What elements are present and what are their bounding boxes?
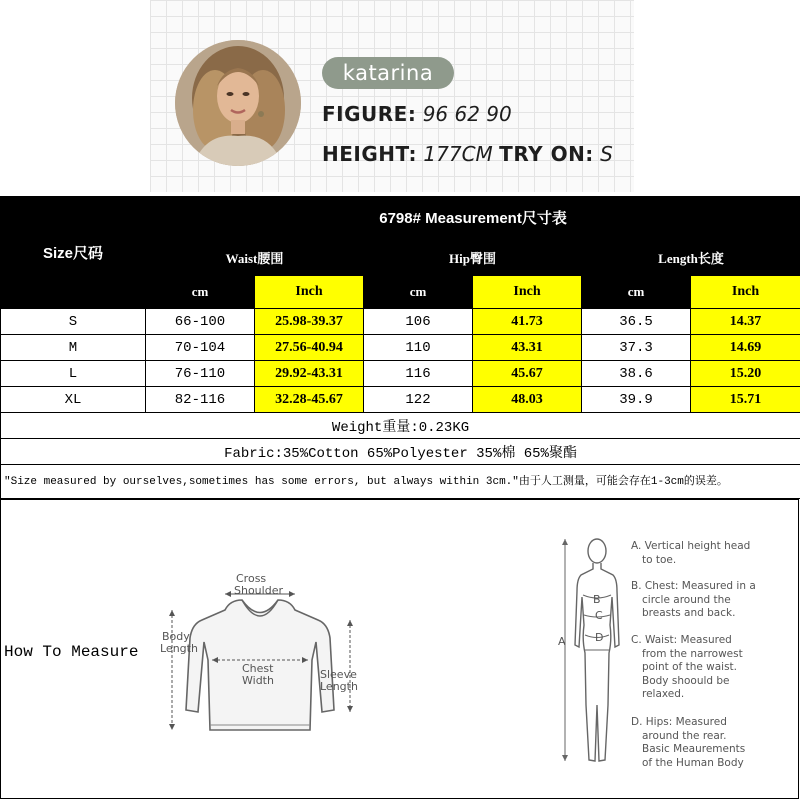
model-avatar bbox=[175, 40, 301, 166]
measurement-note: "Size measured by ourselves,sometimes has some errors, but always within 3cm."由于人工测量，可能会存在1-3cm的误差。 bbox=[1, 465, 800, 499]
table-title: 6798# Measurement尺寸表 bbox=[146, 197, 800, 239]
unit-inch: Inch bbox=[473, 276, 582, 309]
note-line: A. Vertical height head bbox=[631, 540, 751, 552]
weight-row: Weight重量:0.23KG bbox=[1, 413, 800, 439]
waist-inch-cell: 25.98-39.37 bbox=[255, 309, 364, 335]
waist-header: Waist腰围 bbox=[146, 239, 364, 276]
length-inch-cell: 14.69 bbox=[691, 335, 800, 361]
hip-cm-cell: 122 bbox=[364, 387, 473, 413]
note-line: point of the waist. bbox=[642, 661, 738, 673]
figure-value: 96 62 90 bbox=[422, 102, 512, 126]
note-a bbox=[631, 540, 750, 567]
note-line: relaxed. bbox=[642, 688, 685, 700]
table-row bbox=[1, 387, 800, 413]
note-line: circle around the bbox=[642, 593, 731, 606]
figure-label: FIGURE: bbox=[322, 102, 417, 126]
table-row bbox=[1, 361, 800, 387]
note-line: breasts and back. bbox=[642, 607, 736, 619]
length-cm-cell: 39.9 bbox=[582, 387, 691, 413]
body-length-label: Body bbox=[162, 630, 190, 643]
size-cell: L bbox=[1, 361, 146, 387]
how-to-measure-label: How To Measure bbox=[4, 643, 139, 661]
cross-shoulder-label: Cross bbox=[236, 572, 267, 585]
waist-inch-cell: 32.28-45.67 bbox=[255, 387, 364, 413]
garment-diagram bbox=[150, 560, 380, 750]
hip-inch-cell: 45.67 bbox=[473, 361, 582, 387]
length-header: Length长度 bbox=[582, 239, 800, 276]
note-line: D. Hips: Measured bbox=[631, 716, 727, 728]
hip-cm-cell: 116 bbox=[364, 361, 473, 387]
note-line: to toe. bbox=[642, 553, 677, 566]
unit-cm: cm bbox=[146, 276, 255, 309]
unit-inch: Inch bbox=[255, 276, 364, 309]
note-c bbox=[631, 634, 743, 702]
figure-line bbox=[322, 102, 512, 126]
size-cell: XL bbox=[1, 387, 146, 413]
hip-inch-cell: 48.03 bbox=[473, 387, 582, 413]
hip-cm-cell: 106 bbox=[364, 309, 473, 335]
body-diagram bbox=[555, 535, 625, 775]
height-label: HEIGHT: bbox=[322, 142, 418, 166]
fabric-row: Fabric:35%Cotton 65%Polyester 35%棉 65%聚酯 bbox=[1, 439, 800, 465]
note-line: Basic Meaurements bbox=[642, 743, 746, 755]
unit-cm: cm bbox=[364, 276, 473, 309]
height-line bbox=[322, 142, 613, 166]
body-length-label-2: Length bbox=[160, 642, 198, 655]
tryon-label: TRY ON: bbox=[499, 142, 594, 166]
waist-inch-cell: 29.92-43.31 bbox=[255, 361, 364, 387]
unit-cm: cm bbox=[582, 276, 691, 309]
size-chart-table bbox=[0, 196, 800, 499]
note-line: around the rear. bbox=[642, 729, 727, 742]
sleeve-length-label-2: Length bbox=[320, 680, 358, 693]
length-inch-cell: 15.71 bbox=[691, 387, 800, 413]
table-row bbox=[1, 335, 800, 361]
note-line: of the Human Body bbox=[642, 756, 744, 769]
hip-cm-cell: 110 bbox=[364, 335, 473, 361]
waist-cm-cell: 70-104 bbox=[146, 335, 255, 361]
marker-a: A bbox=[558, 635, 566, 648]
unit-inch: Inch bbox=[691, 276, 800, 309]
cross-shoulder-label-2: Shoulder bbox=[234, 584, 283, 597]
table-row bbox=[1, 309, 800, 335]
marker-d: D bbox=[595, 631, 604, 644]
hip-inch-cell: 43.31 bbox=[473, 335, 582, 361]
marker-b: B bbox=[593, 593, 601, 606]
note-line: from the narrowest bbox=[642, 647, 743, 660]
sleeve-length-label: Sleeve bbox=[320, 668, 357, 681]
length-inch-cell: 14.37 bbox=[691, 309, 800, 335]
note-line: Body shoould be bbox=[642, 674, 730, 687]
chest-width-label-2: Width bbox=[242, 674, 274, 687]
model-name-badge: katarina bbox=[322, 57, 454, 89]
marker-c: C bbox=[595, 609, 603, 622]
waist-cm-cell: 82-116 bbox=[146, 387, 255, 413]
waist-cm-cell: 66-100 bbox=[146, 309, 255, 335]
hip-inch-cell: 41.73 bbox=[473, 309, 582, 335]
note-d bbox=[631, 716, 745, 770]
waist-cm-cell: 76-110 bbox=[146, 361, 255, 387]
note-b bbox=[631, 580, 756, 621]
size-header: Size尺码 bbox=[1, 197, 146, 309]
waist-inch-cell: 27.56-40.94 bbox=[255, 335, 364, 361]
note-line: C. Waist: Measured bbox=[631, 634, 732, 646]
note-line: B. Chest: Measured in a bbox=[631, 580, 756, 592]
length-cm-cell: 36.5 bbox=[582, 309, 691, 335]
size-cell: S bbox=[1, 309, 146, 335]
length-cm-cell: 37.3 bbox=[582, 335, 691, 361]
chest-width-label: Chest bbox=[242, 662, 274, 675]
hip-header: Hip臀围 bbox=[364, 239, 582, 276]
length-cm-cell: 38.6 bbox=[582, 361, 691, 387]
height-value: 177CM bbox=[423, 142, 493, 166]
size-cell: M bbox=[1, 335, 146, 361]
length-inch-cell: 15.20 bbox=[691, 361, 800, 387]
tryon-value: S bbox=[600, 142, 613, 166]
